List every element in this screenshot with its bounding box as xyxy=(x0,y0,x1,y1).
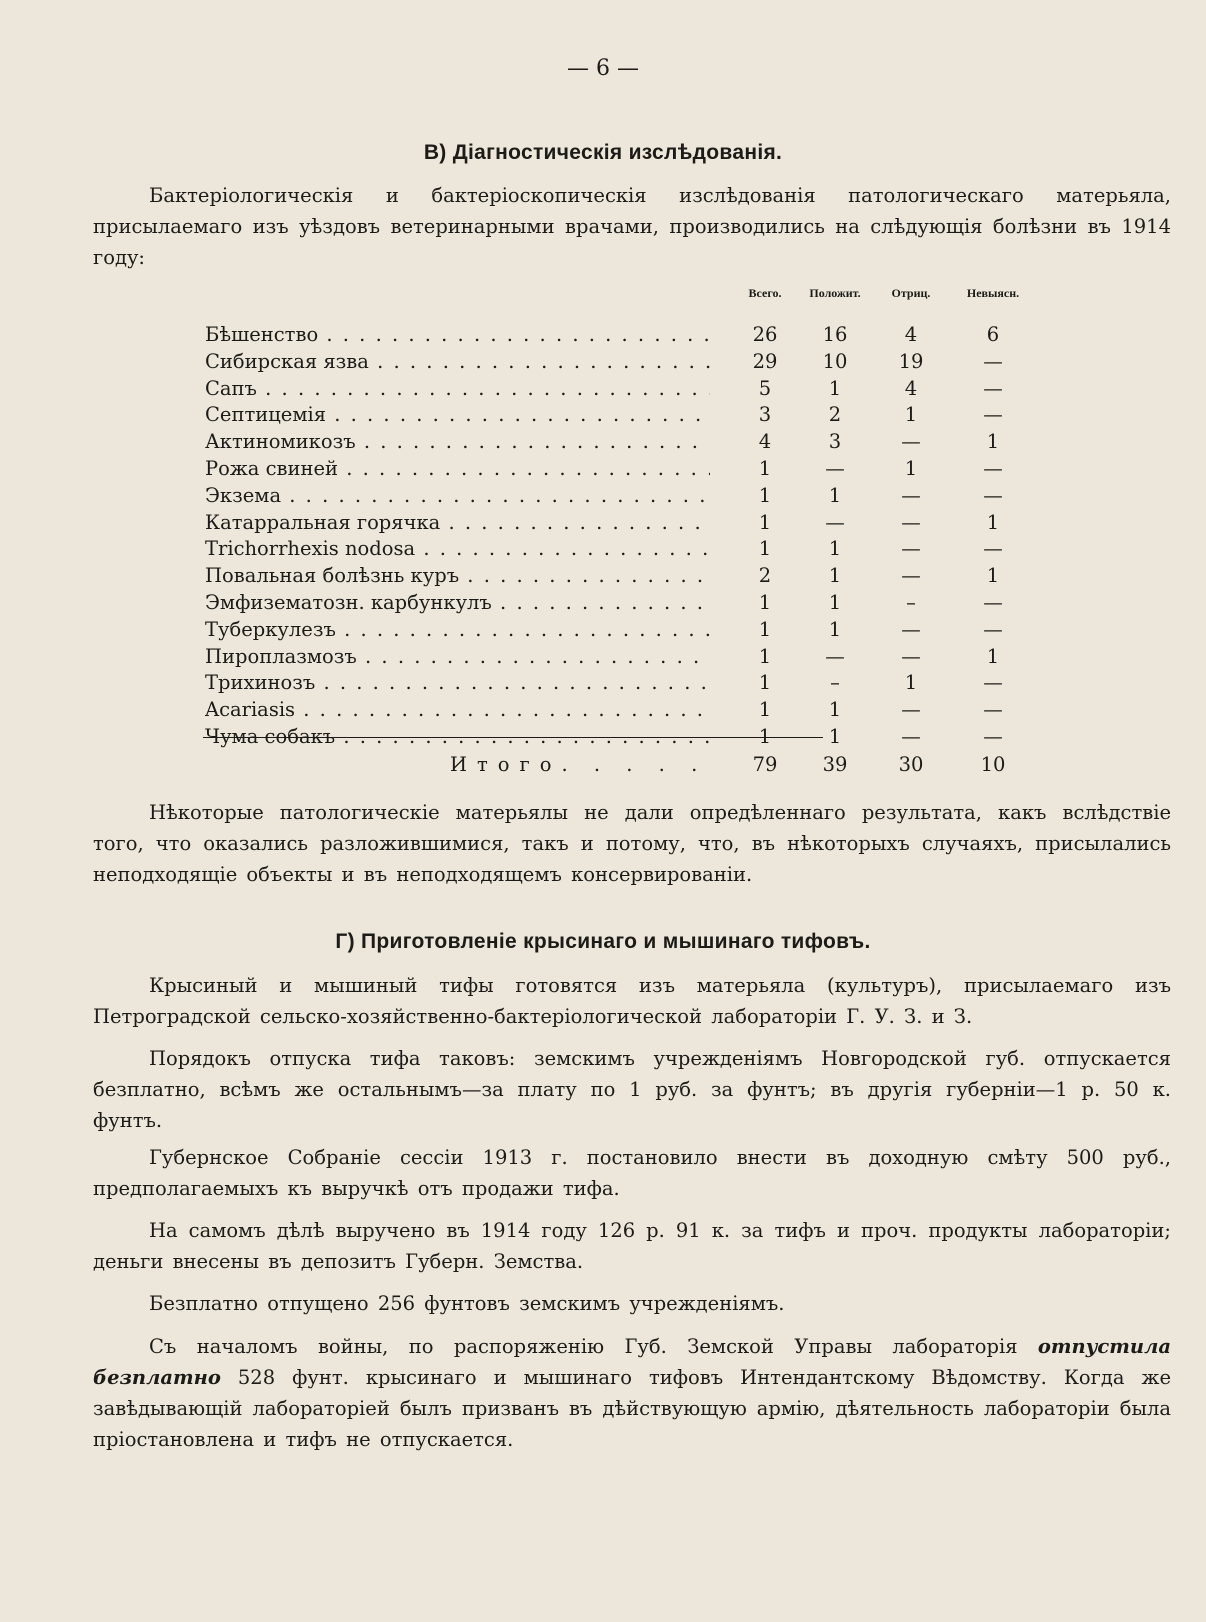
cell-total: 1 xyxy=(758,510,772,534)
cell-positive: 1 xyxy=(828,564,842,588)
col-positive-header: Положит. xyxy=(809,286,861,300)
disease-name: Трихинозъ . . . xyxy=(205,670,710,697)
total-label: Итого. . . . . xyxy=(450,753,708,776)
cell-negative: 1 xyxy=(904,403,918,427)
cell-unclear: — xyxy=(983,617,1003,641)
disease-name: Пироплазмозъ . . . xyxy=(205,644,710,671)
table-row xyxy=(205,322,1045,349)
cell-unclear: — xyxy=(983,483,1003,507)
section-g-paragraph-5: Безплатно отпущено 256 фунтовъ земскимъ учрежденіямъ. xyxy=(149,1292,785,1315)
cell-negative: — xyxy=(901,724,921,748)
cell-unclear: — xyxy=(983,590,1003,614)
cell-positive: — xyxy=(825,510,845,534)
cell-negative: – xyxy=(906,590,916,614)
total-unclear: 10 xyxy=(980,753,1006,776)
cell-total: 1 xyxy=(758,644,772,668)
cell-total: 1 xyxy=(758,483,772,507)
cell-positive: 16 xyxy=(822,323,848,346)
cell-total: 1 xyxy=(758,617,772,641)
page-number: — 6 — xyxy=(567,56,639,81)
section-g-paragraph-6 xyxy=(93,1331,1171,1455)
cell-unclear: — xyxy=(983,376,1003,400)
disease-name: Сибирская язва . . . xyxy=(205,349,710,376)
disease-name: Катарральная горячка . . . xyxy=(205,510,710,537)
cell-negative: — xyxy=(901,617,921,641)
cell-unclear: — xyxy=(983,403,1003,427)
cell-positive: — xyxy=(825,456,845,480)
disease-name: Бѣшенство . . . xyxy=(205,322,710,349)
section-g-heading: Г) Приготовленіе крысинаго и мышинаго тифовъ. xyxy=(335,930,871,953)
cell-total: 1 xyxy=(758,537,772,561)
total-negative: 30 xyxy=(898,753,924,776)
cell-positive: 3 xyxy=(828,430,842,454)
diagnostics-table xyxy=(205,282,1045,776)
table-row xyxy=(205,697,1045,724)
cell-positive: – xyxy=(830,671,840,695)
cell-negative: 1 xyxy=(904,671,918,695)
disease-name: Acariasis . . . xyxy=(205,697,710,724)
cell-total: 26 xyxy=(752,323,778,346)
disease-name: Актиномикозъ . . . xyxy=(205,429,710,456)
disease-name: Рожа свиней . . . xyxy=(205,456,710,483)
total-row xyxy=(205,750,1045,780)
cell-unclear: — xyxy=(983,698,1003,722)
cell-unclear: 6 xyxy=(986,323,1000,346)
col-unclear-header: Невыясн. xyxy=(966,286,1020,300)
table-row xyxy=(205,510,1045,537)
cell-total: 1 xyxy=(758,590,772,614)
cell-negative: — xyxy=(901,698,921,722)
table-row xyxy=(205,617,1045,644)
cell-total: 4 xyxy=(758,430,772,454)
cell-unclear: — xyxy=(983,537,1003,561)
paragraph-6-start: Съ началомъ войны, по распоряженію Губ. Земской Управы лабораторія xyxy=(149,1335,1038,1358)
cell-positive: 1 xyxy=(828,537,842,561)
cell-negative: — xyxy=(901,537,921,561)
cell-negative: 19 xyxy=(898,349,924,373)
table-body xyxy=(205,322,1045,751)
cell-positive: 1 xyxy=(828,483,842,507)
table-row xyxy=(205,563,1045,590)
disease-name: Эмфизематозн. карбункулъ . . . xyxy=(205,590,710,617)
cell-total: 2 xyxy=(758,564,772,588)
cell-positive: 1 xyxy=(828,724,842,748)
disease-name: Чума собакъ . . . xyxy=(205,724,710,751)
section-g-paragraph-4: На самомъ дѣлѣ выручено въ 1914 году 126 р. 91 к. за тифъ и проч. продукты лабораторіи; деньги внесены въ депозитъ Губерн. Земства. xyxy=(93,1219,1171,1273)
cell-positive: 10 xyxy=(822,349,848,373)
table-row xyxy=(205,402,1045,429)
table-row xyxy=(205,590,1045,617)
disease-name: Trichorrhexis nodosa . . . xyxy=(205,536,710,563)
disease-name: Экзема . . . xyxy=(205,483,710,510)
cell-unclear: 1 xyxy=(986,564,1000,588)
section-b-note: Нѣкоторые патологическіе матерьялы не дали опредѣленнаго результата, какъ вслѣдствіе того, что оказались разложившимися, такъ и потому, что, въ нѣкоторыхъ случаяхъ, присылались неподходящіе объекты и въ неподходящемъ консервированіи. xyxy=(93,801,1171,886)
col-negative-header: Отриц. xyxy=(891,286,931,300)
table-header xyxy=(205,282,1045,322)
cell-total: 1 xyxy=(758,671,772,695)
cell-negative: — xyxy=(901,510,921,534)
cell-positive: 1 xyxy=(828,698,842,722)
paragraph-6-italic: отпустила безплатно xyxy=(93,1335,1171,1389)
cell-total: 1 xyxy=(758,456,772,480)
table-row xyxy=(205,644,1045,671)
cell-unclear: — xyxy=(983,671,1003,695)
cell-positive: 1 xyxy=(828,617,842,641)
section-b-intro: Бактеріологическія и бактеріоскопическія изслѣдованія патологическаго матерьяла, присылаемаго изъ уѣздовъ ветеринарными врачами, производились на слѣдующія болѣзни въ 1914 году: xyxy=(93,184,1171,269)
cell-total: 1 xyxy=(758,698,772,722)
section-g-paragraph-2: Порядокъ отпуска тифа таковъ: земскимъ учрежденіямъ Новгородской губ. отпускается безплатно, всѣмъ же остальнымъ—за плату по 1 руб. за фунтъ; въ другія губерніи—1 р. 50 к. фунтъ. xyxy=(93,1047,1171,1132)
cell-negative: 1 xyxy=(904,456,918,480)
cell-negative: — xyxy=(901,564,921,588)
table-row xyxy=(205,536,1045,563)
disease-name: Сапъ . . . xyxy=(205,376,710,403)
total-positive: 39 xyxy=(822,753,848,776)
cell-unclear: — xyxy=(983,349,1003,373)
total-all: 79 xyxy=(752,753,778,776)
cell-total: 3 xyxy=(758,403,772,427)
cell-positive: — xyxy=(825,644,845,668)
cell-negative: — xyxy=(901,483,921,507)
cell-total: 29 xyxy=(752,349,778,373)
cell-negative: — xyxy=(901,430,921,454)
cell-negative: 4 xyxy=(904,376,918,400)
table-row xyxy=(205,349,1045,376)
col-total-header: Всего. xyxy=(748,286,782,300)
paragraph-6-end: 528 фунт. крысинаго и мышинаго тифовъ Интендантскому Вѣдомству. Когда же завѣдывающій лабораторіей былъ призванъ въ дѣйствующую армію, дѣятельность лабораторіи была пріостановлена и тифъ не отпускается. xyxy=(93,1366,1171,1451)
cell-total: 1 xyxy=(758,724,772,748)
cell-positive: 2 xyxy=(828,403,842,427)
section-g-paragraph-3: Губернское Собраніе сессіи 1913 г. постановило внести въ доходную смѣту 500 руб., предполагаемыхъ къ выручкѣ отъ продажи тифа. xyxy=(93,1146,1171,1200)
section-g-paragraph-1: Крысиный и мышиный тифы готовятся изъ матерьяла (культуръ), присылаемаго изъ Петроградской сельско-хозяйственно-бактеріологической лабораторіи Г. У. З. и З. xyxy=(93,974,1171,1028)
table-row xyxy=(205,429,1045,456)
cell-total: 5 xyxy=(758,376,772,400)
cell-unclear: — xyxy=(983,456,1003,480)
cell-unclear: 1 xyxy=(986,644,1000,668)
cell-positive: 1 xyxy=(828,590,842,614)
total-rule xyxy=(203,737,823,738)
cell-negative: — xyxy=(901,644,921,668)
disease-name: Септицемія . . . xyxy=(205,402,710,429)
cell-unclear: — xyxy=(983,724,1003,748)
table-row xyxy=(205,456,1045,483)
table-row xyxy=(205,670,1045,697)
cell-positive: 1 xyxy=(828,376,842,400)
table-row xyxy=(205,376,1045,403)
disease-name: Туберкулезъ . . . xyxy=(205,617,710,644)
section-b-heading: В) Діагностическія изслѣдованія. xyxy=(423,141,783,164)
disease-name: Повальная болѣзнь куръ . . . xyxy=(205,563,710,590)
cell-negative: 4 xyxy=(904,323,918,346)
table-row xyxy=(205,483,1045,510)
cell-unclear: 1 xyxy=(986,430,1000,454)
cell-unclear: 1 xyxy=(986,510,1000,534)
